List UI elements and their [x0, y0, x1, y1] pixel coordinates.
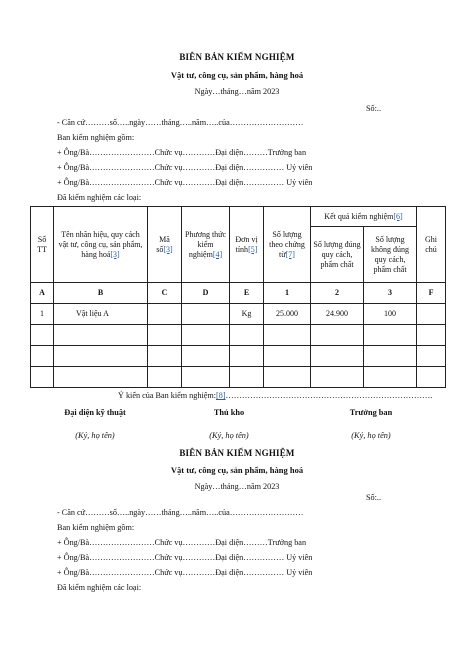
header-sl-khong-dung: Số lượng không đúng quy cách, phẩm chất: [364, 227, 417, 283]
ban-kiem-nghiem-label: Ban kiểm nghiệm gồm:: [57, 133, 135, 142]
ref-link[interactable]: [6]: [393, 211, 403, 221]
cell-sl-chung-tu: [264, 367, 311, 388]
cell-sl-chung-tu: 25.000: [264, 304, 311, 325]
ref-link[interactable]: [8]: [216, 391, 226, 400]
cell-ma-so: [148, 304, 182, 325]
column-code: C: [148, 283, 182, 304]
can-cu-line: - Căn cứ………số…..ngày……tháng…..năm…..của………………………: [57, 118, 304, 127]
header-ghi-chu: Ghi chú: [417, 207, 446, 283]
cell-ghi-chu: [417, 325, 446, 346]
column-code: F: [417, 283, 446, 304]
cell-sl-khong-dung: [364, 346, 417, 367]
table-row: [31, 325, 446, 346]
cell-sl-dung: 24.900: [311, 304, 364, 325]
da-kiem-nghiem-label: Đã kiểm nghiệm các loại:: [57, 193, 142, 202]
column-code: 3: [364, 283, 417, 304]
cell-sl-chung-tu: [264, 346, 311, 367]
da-kiem-nghiem-label: Đã kiểm nghiệm các loại:: [57, 583, 142, 592]
cell-don-vi: [230, 325, 264, 346]
cell-ghi-chu: [417, 304, 446, 325]
column-code-row: [31, 283, 446, 304]
cell-don-vi: [230, 367, 264, 388]
column-code: 1: [264, 283, 311, 304]
ref-link[interactable]: [7]: [285, 249, 295, 259]
signature-role: Thủ kho: [213, 408, 245, 417]
cell-sl-khong-dung: 100: [364, 304, 417, 325]
header-ma-so: Mã số[3]: [148, 207, 182, 283]
document-number: Số:..: [366, 493, 382, 502]
cell-ten: [54, 325, 148, 346]
ref-link[interactable]: [3]: [163, 244, 173, 254]
cell-ghi-chu: [417, 346, 446, 367]
ref-link[interactable]: [3]: [110, 249, 120, 259]
member-line: + Ông/Bà……………………Chức vụ…………Đại diện………Trưởng ban: [57, 538, 307, 547]
member-line: + Ông/Bà……………………Chức vụ…………Đại diện…………… Uỷ viên: [57, 568, 313, 577]
cell-sl-dung: [311, 325, 364, 346]
cell-sl-dung: [311, 367, 364, 388]
cell-sl-chung-tu: [264, 325, 311, 346]
member-line: + Ông/Bà……………………Chức vụ…………Đại diện…………… Uỷ viên: [57, 178, 313, 187]
header-ten: Tên nhãn hiệu, quy cách vật tư, công cụ, sản phẩm, hàng hoá[3]: [54, 207, 148, 283]
document-title: BIÊN BẢN KIỂM NGHIỆM: [179, 448, 295, 458]
signature-role: Đại diện kỹ thuật: [64, 408, 126, 417]
cell-ma-so: [148, 325, 182, 346]
cell-stt: [31, 346, 54, 367]
cell-ten: [54, 346, 148, 367]
signature-note: (Ký, họ tên): [351, 431, 391, 440]
ref-link[interactable]: [4]: [212, 249, 223, 259]
cell-stt: [31, 325, 54, 346]
column-code: E: [230, 283, 264, 304]
header-stt: Số TT: [31, 207, 54, 283]
signature-note: (Ký, họ tên): [209, 431, 249, 440]
cell-ma-so: [148, 346, 182, 367]
member-line: + Ông/Bà……………………Chức vụ…………Đại diện………Trưởng ban: [57, 148, 307, 157]
cell-don-vi: [230, 346, 264, 367]
document-date: Ngày…tháng…năm 2023: [194, 482, 280, 491]
cell-ten: [54, 367, 148, 388]
header-phuong-thuc: Phương thức kiểm nghiệm[4]: [182, 207, 230, 283]
cell-don-vi: Kg: [230, 304, 264, 325]
can-cu-line: - Căn cứ………số…..ngày……tháng…..năm…..của………………………: [57, 508, 304, 517]
cell-phuong-thuc: [182, 325, 230, 346]
cell-ghi-chu: [417, 367, 446, 388]
document-subtitle: Vật tư, công cụ, sản phẩm, hàng hoá: [170, 465, 304, 475]
cell-sl-dung: [311, 346, 364, 367]
cell-ten: Vật liệu A: [54, 304, 148, 325]
signature-note: (Ký, họ tên): [75, 431, 115, 440]
document-date: Ngày…tháng…năm 2023: [194, 87, 280, 96]
opinion-line: Ý kiến của Ban kiểm nghiệm:[8]………………………………………………………………….: [118, 391, 433, 400]
cell-ma-so: [148, 367, 182, 388]
table-row: [31, 346, 446, 367]
document-subtitle: Vật tư, công cụ, sản phẩm, hàng hoá: [170, 70, 304, 80]
cell-phuong-thuc: [182, 367, 230, 388]
header-ket-qua: Kết quả kiểm nghiệm[6]: [311, 207, 417, 227]
column-code: A: [31, 283, 54, 304]
cell-stt: 1: [31, 304, 54, 325]
column-code: D: [182, 283, 230, 304]
ref-link[interactable]: [5]: [248, 244, 258, 254]
inspection-table: [30, 206, 446, 388]
document-title: BIÊN BẢN KIỂM NGHIỆM: [179, 52, 295, 62]
header-sl-chung-tu: Số lượng theo chứng từ[7]: [264, 207, 311, 283]
column-code: B: [54, 283, 148, 304]
cell-phuong-thuc: [182, 346, 230, 367]
cell-stt: [31, 367, 54, 388]
header-don-vi-tinh: Đơn vị tính[5]: [230, 207, 264, 283]
column-code: 2: [311, 283, 364, 304]
cell-sl-khong-dung: [364, 367, 417, 388]
table-row: [31, 304, 446, 325]
document-number: Số:..: [366, 104, 382, 113]
member-line: + Ông/Bà……………………Chức vụ…………Đại diện…………… Uỷ viên: [57, 553, 313, 562]
member-line: + Ông/Bà……………………Chức vụ…………Đại diện…………… Uỷ viên: [57, 163, 313, 172]
signature-role: Trưởng ban: [349, 408, 393, 417]
header-sl-dung: Số lượng đúng quy cách, phẩm chất: [311, 227, 364, 283]
cell-phuong-thuc: [182, 304, 230, 325]
table-row: [31, 367, 446, 388]
cell-sl-khong-dung: [364, 325, 417, 346]
ban-kiem-nghiem-label: Ban kiểm nghiệm gồm:: [57, 523, 135, 532]
